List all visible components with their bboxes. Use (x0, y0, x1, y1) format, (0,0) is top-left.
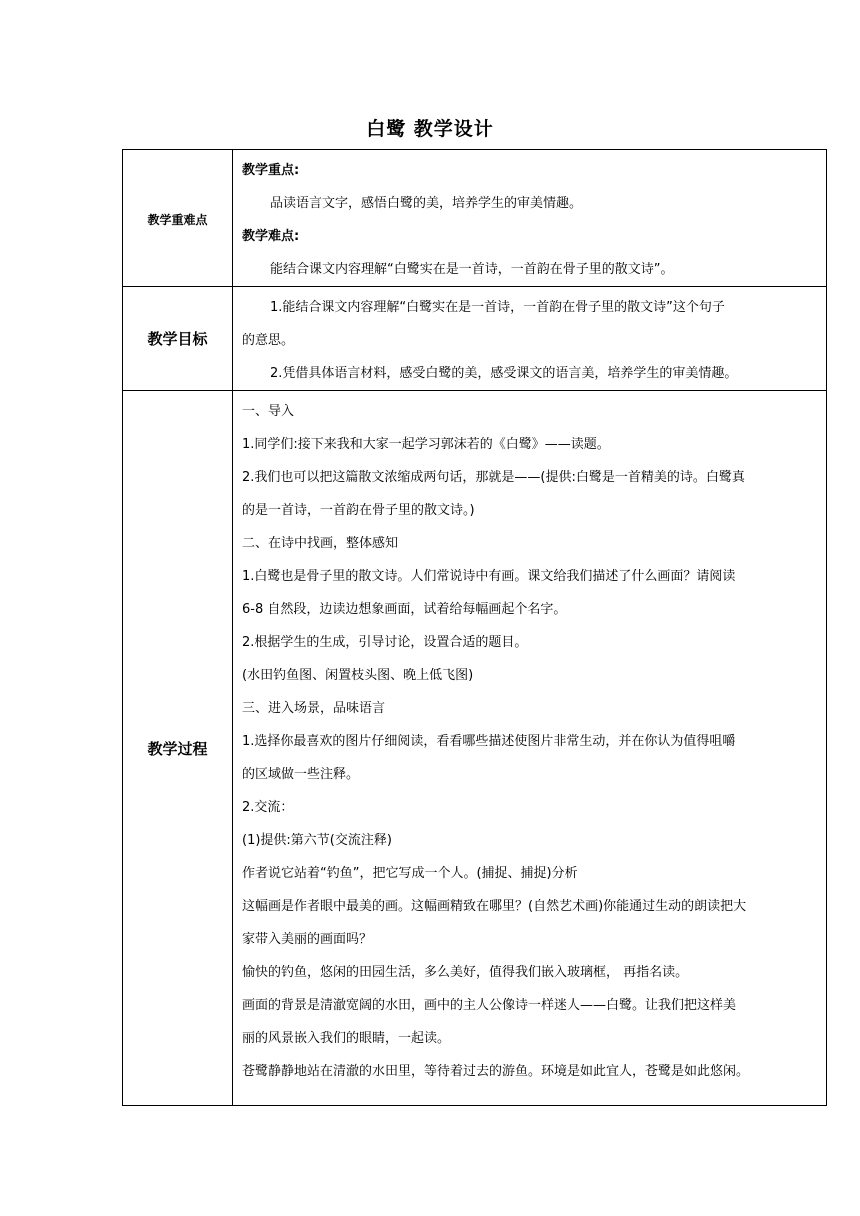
process-line: 的区域做一些注释。 (242, 767, 360, 782)
process-line: 1.白鹭也是骨子里的散文诗。人们常说诗中有画。课文给我们描述了什么画面？请阅读 (242, 569, 736, 584)
process-row (123, 391, 827, 1106)
key-point-text: 品读语言文字，感悟白鹭的美，培养学生的审美情趣。 (270, 196, 583, 211)
key-points-content (233, 150, 827, 287)
process-line: (1)提供:第六节(交流注释) (242, 833, 392, 848)
document-title: 白鹭 教学设计 (366, 118, 494, 140)
process-line: 这幅画是作者眼中最美的画。这幅画精致在哪里？(自然艺术画)你能通过生动的朗读把大 (242, 899, 747, 914)
key-points-row (123, 150, 827, 287)
goals-content (233, 287, 827, 391)
process-line: 2.交流： (242, 800, 294, 815)
key-points-label: 教学重难点 (147, 212, 208, 227)
goals-label: 教学目标 (147, 330, 208, 348)
process-line: 的是一首诗，一首韵在骨子里的散文诗。) (242, 503, 475, 518)
process-line: 苍鹭静静地站在清澈的水田里，等待着过去的游鱼。环境是如此宜人，苍鹭是如此悠闲。 (242, 1064, 750, 1079)
lesson-plan-table (122, 149, 827, 1106)
process-line: 作者说它站着“钓鱼”，把它写成一个人。(捕捉、捕捉)分析 (242, 866, 578, 881)
goal-line: 的意思。 (242, 333, 295, 348)
process-line: 1.同学们:接下来我和大家一起学习郭沫若的《白鹭》——读题。 (242, 437, 610, 452)
process-line: (水田钓鱼图、闲置枝头图、晚上低飞图) (242, 668, 474, 683)
process-line: 三、进入场景，品味语言 (242, 701, 386, 716)
process-label: 教学过程 (147, 739, 208, 758)
process-line: 1.选择你最喜欢的图片仔细阅读，看看哪些描述使图片非常生动，并在你认为值得咀嚼 (242, 734, 736, 749)
difficulty-heading: 教学难点: (242, 229, 300, 244)
process-line: 2.根据学生的生成，引导讨论，设置合适的题目。 (242, 635, 528, 650)
goals-row (123, 287, 827, 391)
goal-line: 2.凭借具体语言材料，感受白鹭的美，感受课文的语言美，培养学生的审美情趣。 (270, 366, 738, 381)
process-line: 愉快的钓鱼，悠闲的田园生活，多么美好，值得我们嵌入玻璃框， 再指名读。 (242, 965, 689, 980)
goal-line: 1.能结合课文内容理解“白鹭实在是一首诗，一首韵在骨子里的散文诗”这个句子 (270, 300, 725, 315)
process-line: 画面的背景是清澈宽阔的水田，画中的主人公像诗一样迷人——白鹭。让我们把这样美 (242, 998, 737, 1013)
difficulty-text: 能结合课文内容理解“白鹭实在是一首诗，一首韵在骨子里的散文诗”。 (270, 262, 674, 277)
process-line: 家带入美丽的画面吗？ (242, 932, 373, 947)
process-line: 6-8 自然段，边读边想象画面，试着给每幅画起个名字。 (242, 602, 567, 617)
goals-label-cell (123, 287, 233, 391)
process-line: 二、在诗中找画，整体感知 (242, 536, 399, 551)
process-content (233, 391, 827, 1106)
key-point-heading: 教学重点: (242, 163, 300, 178)
process-label-cell (123, 391, 233, 1106)
key-points-label-cell (123, 150, 233, 287)
process-line: 2.我们也可以把这篇散文浓缩成两句话，那就是——(提供:白鹭是一首精美的诗。白鹭真 (242, 470, 745, 485)
process-line: 一、导入 (242, 404, 295, 419)
process-line: 丽的风景嵌入我们的眼睛，一起读。 (242, 1031, 451, 1046)
